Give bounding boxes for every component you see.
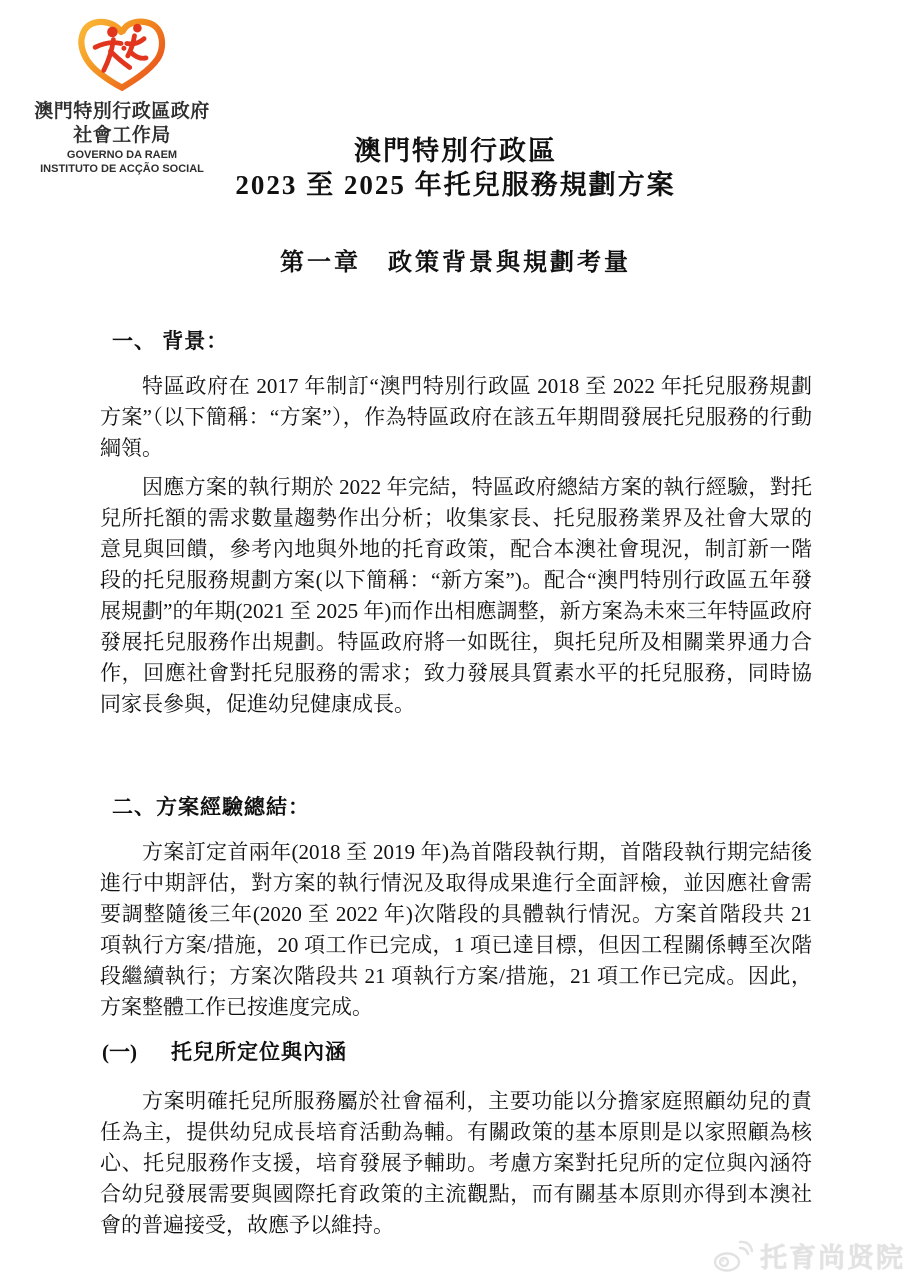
document-title (0, 134, 911, 202)
subsection-1-title: 托兒所定位與內涵 (171, 1040, 347, 1064)
org-name-pt-line1: GOVERNO DA RAEM (66, 149, 178, 161)
social-welfare-bureau-heart-logo-icon (74, 16, 170, 94)
subsection-1-number: (一) (102, 1040, 137, 1064)
document-body (100, 326, 812, 1249)
background-paragraph-2: 因應方案的執行期於 2022 年完結，特區政府總結方案的執行經驗，對托兒所托額的需求數量趨勢作出分析；收集家長、托兒服務業界及社會大眾的意見與回饋，參考內地與外地的托育政策，配合本澳社會現況，制訂新一階段的托兒服務規劃方案(以下簡稱：“新方案”)。配合“澳門特別行政區五年發展規劃”的年期(2021 至 2025 年)而作出相應調整，新方案為未來三年特區政府發展托兒服務作出規劃。特區政府將一如既往，與托兒所及相關業界通力合作，回應社會對托兒服務的需求；致力發展具質素水平的托兒服務，同時協同家長參與，促進幼兒健康成長。 (100, 475, 812, 716)
document-title-line2: 2023 至 2025 年托兒服務規劃方案 (235, 170, 676, 200)
org-name-zh-line2: 社會工作局 (73, 125, 171, 146)
subsection-1-heading (102, 1037, 812, 1068)
subsection-1-paragraph-1: 方案明確托兒所服務屬於社會福利，主要功能以分擔家庭照顧幼兒的責任為主，提供幼兒成長培育活動為輔。有關政策的基本原則是以家照顧為核心、托兒服務作支援，培育發展予輔助。考慮方案對托兒所的定位與內涵符合幼兒發展需要與國際托育政策的主流觀點，而有關基本原則亦得到本澳社會的普遍接受，故應予以維持。 (100, 1089, 812, 1237)
watermark (713, 1236, 905, 1275)
chapter-heading: 第一章 政策背景與規劃考量 (280, 250, 631, 276)
background-paragraph-1: 特區政府在 2017 年制訂“澳門特別行政區 2018 至 2022 年托兒服務規劃方案”（以下簡稱：“方案”），作為特區政府在該五年期間發展托兒服務的行動綱領。 (100, 374, 812, 460)
weibo-icon (713, 1239, 753, 1273)
org-name-zh-line1: 澳門特別行政區政府 (34, 101, 210, 122)
section-1-heading: 一、 背景： (112, 329, 229, 353)
summary-paragraph-1: 方案訂定首兩年(2018 至 2019 年)為首階段執行期，首階段執行期完結後進行中期評估，對方案的執行情況及取得成果進行全面評檢，並因應社會需要調整隨後三年(2020 至 2022 年)次階段的具體執行情況。方案首階段共 21 項執行方案/措施，20 項工作已完成，1 項已達目標，但因工程關係轉至次階段繼續執行；方案次階段共 21 項執行方案/措施，21 項工作已完成。因此，方案整體工作已按進度完成。 (100, 840, 812, 1019)
watermark-text: 托育尚贤院 (760, 1243, 905, 1273)
org-name-pt-line2: INSTITUTO DE ACÇÃO SOCIAL (40, 163, 204, 175)
section-2-heading: 二、方案經驗總結： (112, 795, 310, 819)
document-title-line1: 澳門特別行政區 (354, 136, 557, 166)
